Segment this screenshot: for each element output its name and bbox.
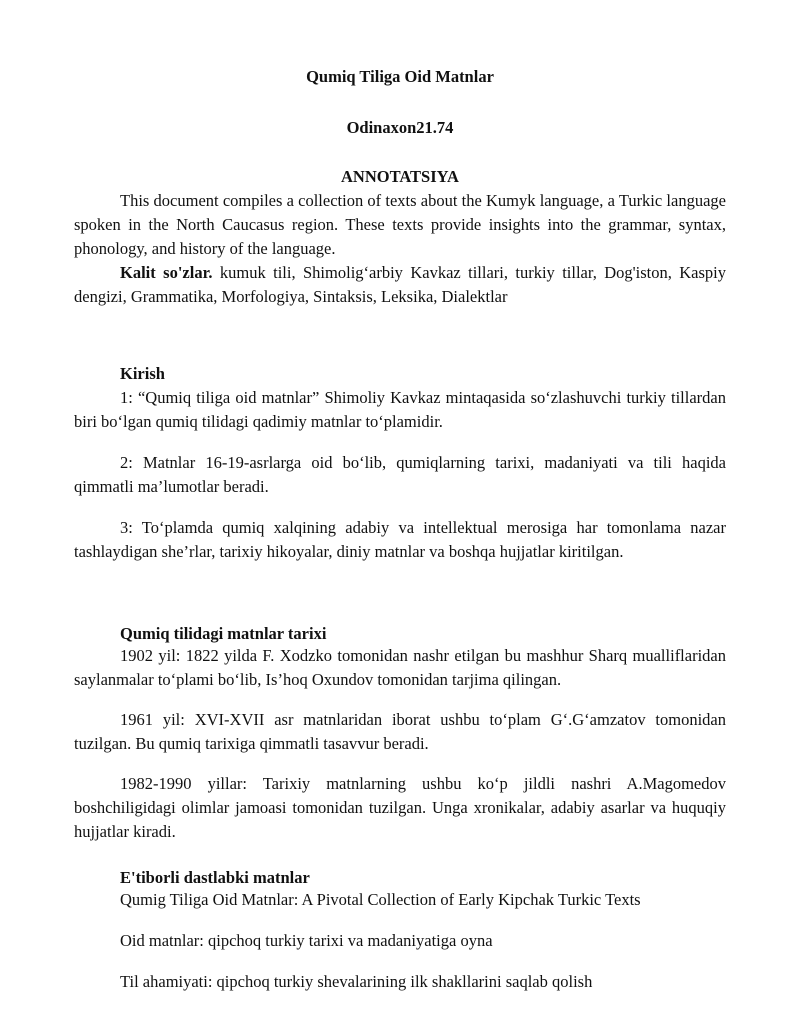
history-paragraph-3: 1982-1990 yillar: Tarixiy matnlarning ushbu ko‘p jildli nashri A.Magomedov boshchiligidagi olimlar jamoasi tomonidan tuzilgan. Unga xronikalar, adabiy asarlar va huquqiy hujjatlar kiradi. bbox=[74, 774, 726, 841]
annotation-heading: ANNOTATSIYA bbox=[341, 167, 459, 186]
intro-heading: Kirish bbox=[120, 364, 165, 383]
notable-line-2: Oid matnlar: qipchoq turkiy tarixi va madaniyatiga oyna bbox=[120, 931, 493, 950]
history-paragraph-1: 1902 yil: 1822 yilda F. Xodzko tomonidan nashr etilgan bu mashhur Sharq mualliflaridan saylanmalar to‘plami bo‘lib, Is’hoq Oxundov tomonidan tarjima qilingan. bbox=[74, 646, 726, 689]
keywords-label: Kalit so'zlar. bbox=[120, 263, 213, 282]
document-title: Qumiq Tiliga Oid Matnlar bbox=[306, 67, 494, 86]
notable-heading: E'tiborli dastlabki matnlar bbox=[120, 868, 310, 887]
keywords-paragraph bbox=[74, 261, 726, 309]
document-author: Odinaxon21.74 bbox=[346, 118, 454, 137]
intro-paragraph-3: 3: To‘plamda qumiq xalqining adabiy va intellektual merosiga har tomonlama nazar tashlaydigan she’rlar, tarixiy hikoyalar, diniy matnlar va boshqa hujjatlar kiritilgan. bbox=[74, 518, 726, 561]
intro-paragraph-1: 1: “Qumiq tiliga oid matnlar” Shimoliy Kavkaz mintaqasida so‘zlashuvchi turkiy tillardan biri bo‘lgan qumiq tilidagi qadimiy matnlar to‘plamidir. bbox=[74, 388, 726, 431]
notable-line-1: Qumig Tiliga Oid Matnlar: A Pivotal Collection of Early Kipchak Turkic Texts bbox=[120, 890, 641, 909]
annotation-paragraph: This document compiles a collection of texts about the Kumyk language, a Turkic language spoken in the North Caucasus region. These texts provide insights into the grammar, syntax, phonology, and history of the language. bbox=[74, 191, 726, 258]
intro-paragraph-2: 2: Matnlar 16-19-asrlarga oid bo‘lib, qumiqlarning tarixi, madaniyati va tili haqida qimmatli ma’lumotlar beradi. bbox=[74, 453, 726, 496]
history-paragraph-2: 1961 yil: XVI-XVII asr matnlaridan iborat ushbu to‘plam G‘.G‘amzatov tomonidan tuzilgan. Bu qumiq tarixiga qimmatli tasavvur beradi. bbox=[74, 710, 726, 753]
notable-line-3: Til ahamiyati: qipchoq turkiy shevalarining ilk shakllarini saqlab qolish bbox=[120, 972, 593, 991]
history-heading: Qumiq tilidagi matnlar tarixi bbox=[120, 624, 327, 643]
keywords-text: kumuk tili, Shimolig‘arbiy Kavkaz tillari, turkiy tillar, Dog'iston, Kaspiy dengizi, Grammatika, Morfologiya, Sintaksis, Leksika, Dialektlar bbox=[74, 263, 726, 306]
